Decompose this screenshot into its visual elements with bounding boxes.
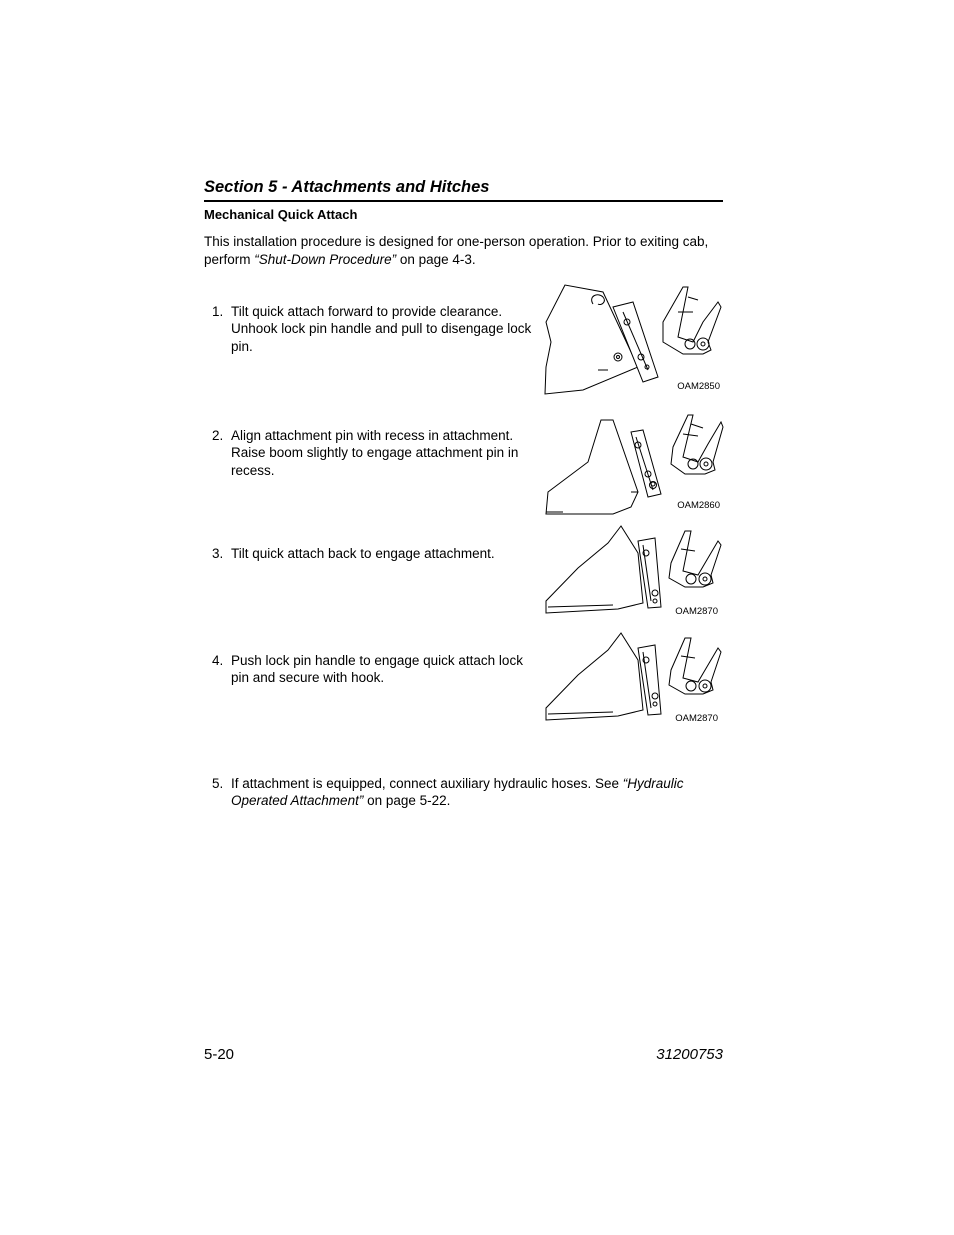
- section-title: Section 5 - Attachments and Hitches: [204, 178, 490, 196]
- figure-label: OAM2870: [675, 713, 718, 724]
- hydraulic-attachment-link[interactable]: “Hydraulic Operated Attachment”: [231, 776, 684, 809]
- intro-text: This installation procedure is designed for one-person operation. Prior to exiting cab, perform: [204, 234, 709, 267]
- page-number: 5-20: [204, 1046, 235, 1063]
- intro-paragraph: [204, 233, 729, 268]
- step-number: 4.: [212, 653, 224, 668]
- step-number: 1.: [212, 304, 224, 319]
- figure-lock-pin: [543, 630, 725, 725]
- document-number: 31200753: [656, 1046, 723, 1063]
- shutdown-procedure-link[interactable]: “Shut-Down Procedure”: [254, 251, 397, 267]
- step5-text: If attachment is equipped, connect auxiliary hydraulic hoses. See: [231, 776, 623, 791]
- step-3: [212, 545, 542, 562]
- step-1: [212, 303, 542, 355]
- step-text: Tilt quick attach back to engage attachment.: [231, 546, 495, 561]
- figure-label: OAM2850: [677, 381, 720, 392]
- step-2: [212, 427, 542, 479]
- figure-label: OAM2870: [675, 606, 718, 617]
- step-number: 2.: [212, 428, 224, 443]
- step-text: Align attachment pin with recess in attachment. Raise boom slightly to engage attachment pin in recess.: [231, 428, 519, 478]
- step-text: Tilt quick attach forward to provide clearance. Unhook lock pin handle and pull to disengage lock pin.: [231, 304, 532, 354]
- step-4: [212, 652, 542, 687]
- figure-label: OAM2860: [677, 500, 720, 511]
- step-number: 5.: [212, 776, 224, 791]
- step-number: 3.: [212, 546, 224, 561]
- figure-quick-attach-forward: [543, 282, 725, 397]
- step5-text-after: on page 5-22.: [363, 793, 451, 809]
- intro-text-after: on page 4-3.: [396, 251, 476, 267]
- header-rule: [204, 200, 723, 202]
- step-5: [212, 775, 722, 810]
- subheading: Mechanical Quick Attach: [204, 207, 358, 222]
- figure-tilt-back: [543, 523, 725, 618]
- step-text: Push lock pin handle to engage quick attach lock pin and secure with hook.: [231, 653, 523, 686]
- step-text: [231, 775, 722, 810]
